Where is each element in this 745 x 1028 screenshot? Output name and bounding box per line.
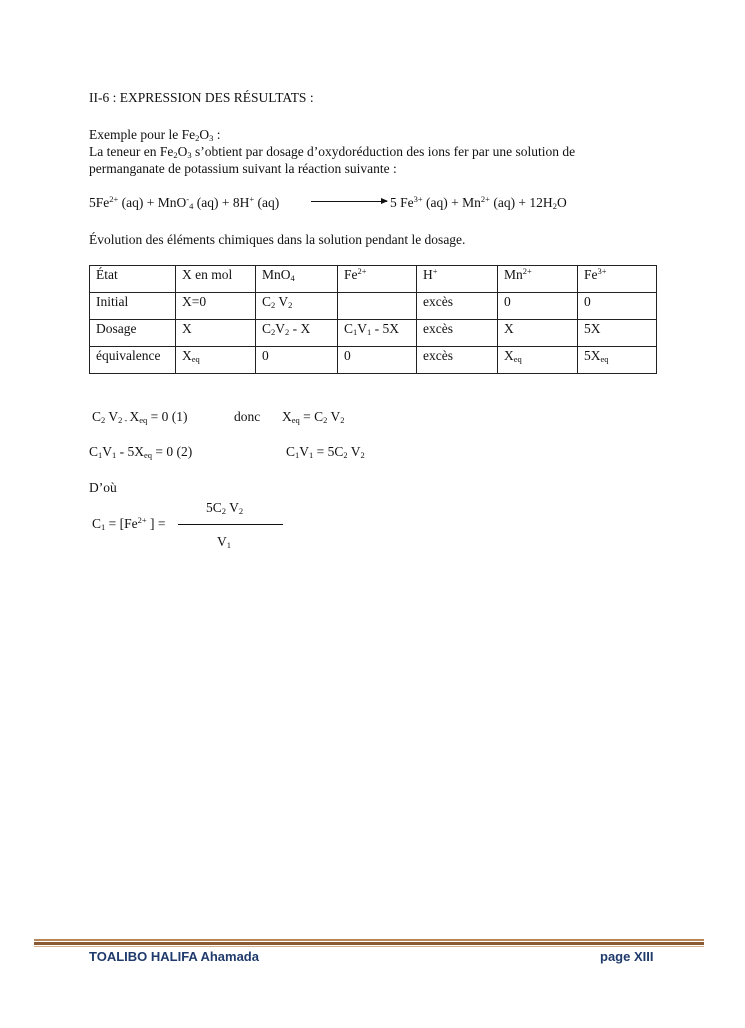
- example-line: Exemple pour le $Fe_2O_3$ :: [89, 127, 221, 143]
- fraction-denominator: $V_1$: [217, 534, 231, 550]
- table-row: [90, 293, 657, 320]
- evolution-table: [89, 265, 657, 374]
- header-fe3: $Fe^{3+}$: [578, 266, 657, 293]
- header-etat: État: [90, 266, 176, 293]
- cell-fe3: 0: [578, 293, 657, 320]
- cell-etat: Initial: [90, 293, 176, 320]
- intro-line-1: La teneur en $Fe_2O_3$ s’obtient par dosage d’oxydoréduction des ions fer par une solution de: [89, 144, 576, 160]
- header-mn2: $Mn^{2+}$: [498, 266, 578, 293]
- cell-h: excès: [417, 347, 498, 374]
- footer-page-number: page XIII: [600, 949, 654, 964]
- header-x: X en mol: [176, 266, 256, 293]
- cell-fe2: 0: [338, 347, 417, 374]
- evolution-caption: Évolution des éléments chimiques dans la solution pendant le dosage.: [89, 232, 466, 247]
- cell-fe3: $5X_{eq}$: [578, 347, 657, 374]
- equation-1: $C_2$ $V_2$ $_-$ $X_{eq} = 0$ (1): [92, 409, 188, 425]
- cell-mn2: 0: [498, 293, 578, 320]
- cell-h: excès: [417, 293, 498, 320]
- cell-x: X: [176, 320, 256, 347]
- header-fe2: $Fe^{2+}$: [338, 266, 417, 293]
- reaction-left: $5Fe^{2+}$ (aq) + MnO-$_4$ (aq) + 8H+ (aq): [89, 194, 280, 211]
- cell-mn2: $X_{eq}$: [498, 347, 578, 374]
- equation-2: $C_1V_1 - 5X_{eq} = 0$ (2): [89, 444, 193, 460]
- equation-1-result: $X_{eq} = C_2$ $V_2$: [282, 409, 345, 425]
- fraction-lhs: $C_1 = [Fe^{2+}$ ] =: [92, 515, 166, 532]
- footer-rule-bottom: [34, 946, 704, 947]
- header-mno4: MnO$_4$: [256, 266, 338, 293]
- reaction-arrow-head-icon: [381, 198, 388, 204]
- cell-mno4: $C_2V_2$ - X: [256, 320, 338, 347]
- cell-mno4: 0: [256, 347, 338, 374]
- intro-line-2: permanganate de potassium suivant la réaction suivante :: [89, 161, 397, 176]
- cell-x: X=0: [176, 293, 256, 320]
- fraction-bar: [178, 524, 283, 525]
- table-header-row: [90, 266, 657, 293]
- reaction-arrow: [311, 201, 387, 202]
- cell-fe2: [338, 293, 417, 320]
- dou-label: D’où: [89, 480, 117, 495]
- equation-2-result: $C_1V_1 = 5C_2$ $V_2$: [286, 444, 365, 460]
- table-row: [90, 347, 657, 374]
- footer-author: TOALIBO HALIFA Ahamada: [89, 949, 259, 964]
- cell-mno4: $C_2$ $V_2$: [256, 293, 338, 320]
- cell-fe2: $C_1V_1 - 5X$: [338, 320, 417, 347]
- cell-mn2: X: [498, 320, 578, 347]
- table-row: [90, 320, 657, 347]
- cell-etat: équivalence: [90, 347, 176, 374]
- cell-x: $X_{eq}$: [176, 347, 256, 374]
- header-h: H+: [417, 266, 498, 293]
- footer-rule-top: [34, 939, 704, 941]
- cell-h: excès: [417, 320, 498, 347]
- cell-etat: Dosage: [90, 320, 176, 347]
- reaction-right: 5 $Fe^{3+}$ $(aq) + Mn^{2+}$ $(aq) + 12H_2O$: [390, 194, 567, 211]
- fraction-numerator: $5C_2$ $V_2$: [206, 500, 244, 516]
- cell-fe3: 5X: [578, 320, 657, 347]
- equation-1-donc: donc: [234, 409, 261, 424]
- section-title: II-6 : EXPRESSION DES RÉSULTATS :: [89, 90, 314, 105]
- footer-rule-middle: [34, 942, 704, 945]
